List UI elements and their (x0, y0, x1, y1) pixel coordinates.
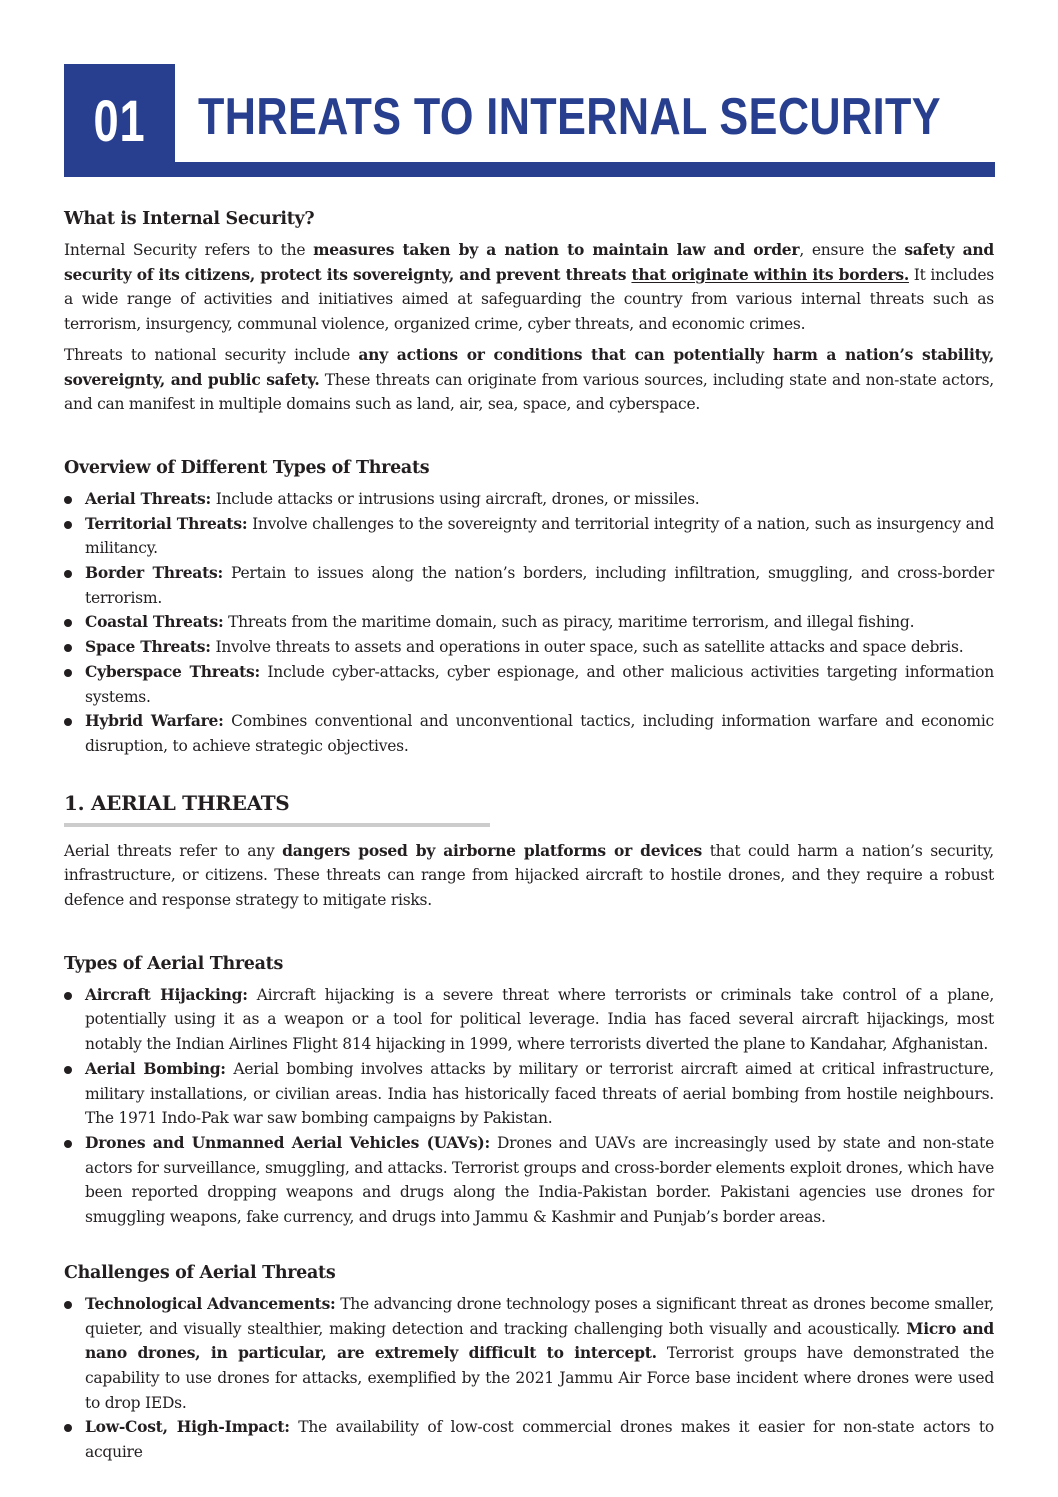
chapter-number: 01 (93, 89, 146, 154)
text: It includes a wide range of activities and initiatives aimed at safeguarding the country from various internal threats such as terrorism, insurgency, communal violence, organized crime, cyber threats, and economic crimes. (64, 265, 994, 334)
heading-overview-of-threats: Overview of Different Types of Threats (64, 457, 430, 478)
list-item-term: Aerial Threats: (85, 488, 212, 508)
list-item (64, 487, 994, 512)
list-item-term: Technological Advancements: (85, 1293, 336, 1313)
list-item-text: Combines conventional and unconventional tactics, including information warfare and economic disruption, to achieve strategic objectives. (85, 712, 994, 755)
list-item-term: Coastal Threats: (85, 612, 224, 632)
bullet-icon (64, 1140, 72, 1148)
text: Internal Security refers to the (64, 241, 314, 259)
bullet-icon (64, 521, 72, 529)
bullet-icon (64, 570, 72, 578)
bold-text-part: safety and security of its citizens, protect its sovereignty, and prevent threats (64, 240, 994, 284)
list-item-term: Aircraft Hijacking: (85, 984, 248, 1004)
list-item (64, 1057, 994, 1131)
list-item (64, 610, 994, 635)
list-item-text: Involve challenges to the sovereignty and territorial integrity of a nation, such as insurgency and militancy. (85, 514, 994, 558)
list-item-text: Involve threats to assets and operations in outer space, such as satellite attacks and space debris. (210, 638, 964, 657)
bullet-icon (64, 718, 72, 726)
list-item-term: Space Threats: (85, 637, 211, 657)
bullet-icon (64, 644, 72, 652)
bold-text: dangers posed by airborne platforms or devices (282, 840, 703, 860)
bullet-icon (64, 669, 72, 677)
section-title-aerial-threats: 1. AERIAL THREATS (64, 790, 290, 815)
list-item (64, 983, 994, 1057)
list-item-text: The advancing drone technology poses a significant threat as drones become smaller, quieter, and visually stealthier, making detection and tracking challenging both visually and acoustically. (85, 1294, 995, 1338)
text: Aerial threats refer to any (64, 841, 283, 860)
heading-challenges-of-aerial-threats: Challenges of Aerial Threats (64, 1262, 336, 1283)
list-item-term: Drones and Unmanned Aerial Vehicles (UAVs): (85, 1132, 490, 1152)
chapter-header-bar (175, 162, 995, 177)
list-item-bold-text: Micro and nano drones, in particular, are extremely difficult to intercept. (85, 1318, 994, 1363)
text: , ensure the (799, 241, 905, 259)
aerial-types-list (64, 983, 994, 1230)
list-item-text: Aircraft hijacking is a severe threat where terrorists or criminals take control of a plane, potentially using it as a weapon or a tool for political leverage. India has faced several aircraft hijackings, most notably the Indian Airlines Flight 814 hijacking in 1999, where terrorists diverted the plane to Kandahar, Afghanistan. (85, 985, 994, 1054)
list-item-term: Territorial Threats: (85, 513, 248, 533)
list-item-term: Border Threats: (85, 563, 223, 583)
text: These threats can originate from various sources, including state and non-state actors, and can manifest in multiple domains such as land, air, sea, space, and cyberspace. (64, 370, 994, 414)
list-item-text: Pertain to issues along the nation’s borders, including infiltration, smuggling, and cross-border terrorism. (85, 564, 994, 607)
list-item (64, 709, 994, 758)
list-item-term: Cyberspace Threats: (85, 661, 260, 681)
list-item-text: Drones and UAVs are increasingly used by state and non-state actors for surveillance, smuggling, and attacks. Terrorist groups and cross-border elements exploit drones, which have been reported dropping weapons and drugs along the India-Pakistan border. Pakistani agencies use drones for smuggling weapons, fake currency, and drugs into Jammu & Kashmir and Punjab’s border areas. (85, 1133, 995, 1227)
list-item (64, 1292, 994, 1416)
list-item (64, 512, 994, 561)
bullet-icon (64, 992, 72, 1000)
bullet-icon (64, 1301, 72, 1309)
list-item-text: The availability of low-cost commercial drones makes it easier for non-state actors to acquire (85, 1418, 994, 1462)
list-item-term: Aerial Bombing: (85, 1058, 226, 1078)
paragraph-aerial-intro (64, 839, 994, 913)
list-item-text: Terrorist groups have demonstrated the capability to use drones for attacks, exemplified by the 2021 Jammu Air Force base incident where drones were used to drop IEDs. (85, 1344, 995, 1412)
list-item (64, 561, 994, 610)
chapter-header (64, 64, 995, 177)
list-item-text: Threats from the maritime domain, such as piracy, maritime terrorism, and illegal fishing. (223, 613, 915, 632)
list-item-text: Include attacks or intrusions using aircraft, drones, or missiles. (211, 489, 700, 508)
list-item-term: Hybrid Warfare: (85, 711, 224, 731)
list-item-term: Low-Cost, High-Impact: (85, 1417, 290, 1437)
list-item (64, 1415, 994, 1464)
paragraph-internal-security-definition (64, 238, 994, 337)
underlined-text: that originate within its borders. (631, 264, 909, 284)
chapter-title: THREATS TO INTERNAL SECURITY (198, 88, 941, 146)
bullet-icon (64, 1424, 72, 1432)
list-item-text: Aerial bombing involves attacks by military or terrorist aircraft aimed at critical infrastructure, military installations, or civilian areas. India has historically faced threats of aerial bombing from hostile neighbours. The 1971 Indo-Pak war saw bombing campaigns by Pakistan. (85, 1059, 994, 1128)
list-item (64, 635, 994, 660)
heading-types-of-aerial-threats: Types of Aerial Threats (64, 953, 284, 974)
list-item (64, 660, 994, 709)
aerial-challenges-list (64, 1292, 994, 1465)
paragraph-threats-to-national-security (64, 343, 994, 417)
list-item (64, 1131, 994, 1230)
bullet-icon (64, 619, 72, 627)
chapter-number-box (64, 64, 175, 177)
heading-what-is-internal-security: What is Internal Security? (64, 209, 315, 229)
bullet-icon (64, 1066, 72, 1074)
bullet-icon (64, 496, 72, 504)
text: that could harm a nation’s security, infrastructure, or citizens. These threats can range from hijacked aircraft to hostile drones, and they require a robust defence and response strategy to mitigate risks. (64, 841, 994, 910)
bold-text: any actions or conditions that can potentially harm a nation’s stability, sovereignty, and public safety. (64, 344, 994, 389)
page-content (64, 206, 994, 1465)
list-item-text: Include cyber-attacks, cyber espionage, and other malicious activities targeting information systems. (85, 662, 995, 706)
overview-list (64, 487, 994, 759)
bold-text: measures taken by a nation to maintain law and order (313, 240, 800, 259)
text: Threats to national security include (64, 345, 359, 364)
